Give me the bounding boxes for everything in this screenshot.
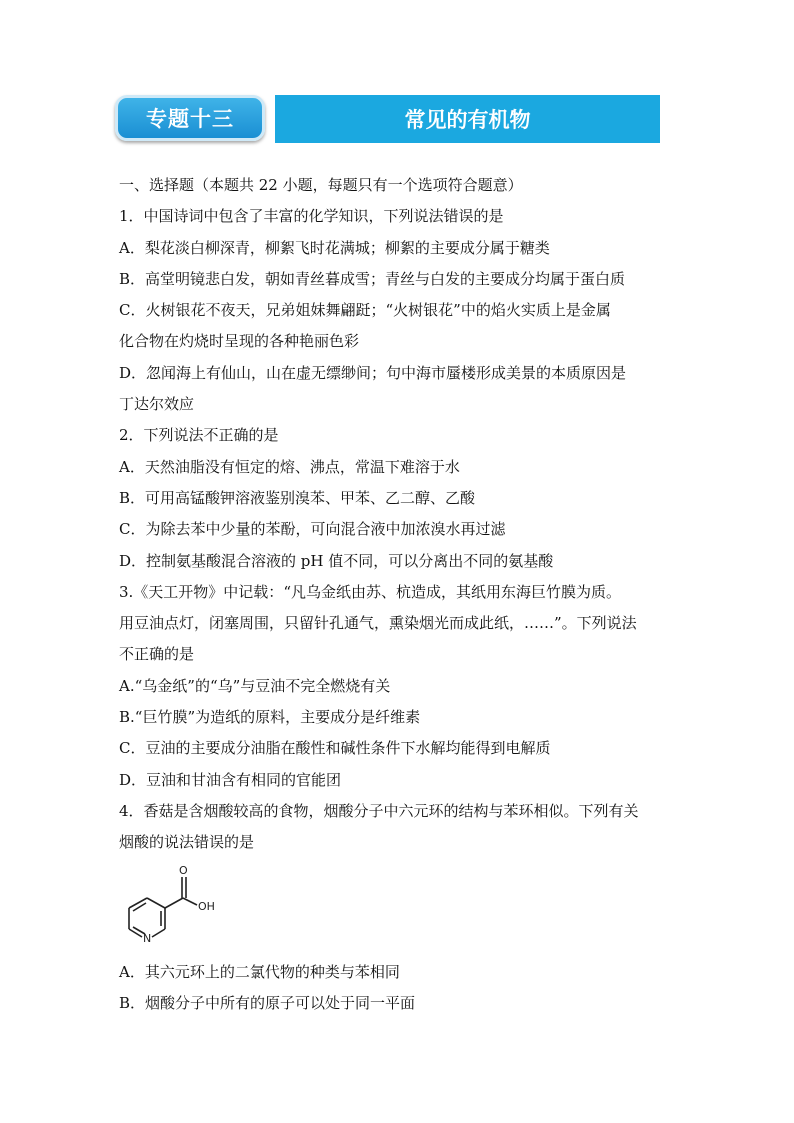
question-4-option-b: B．烟酸分子中所有的原子可以处于同一平面 <box>119 994 416 1013</box>
question-3-option-c: C．豆油的主要成分油脂在酸性和碱性条件下水解均能得到电解质 <box>119 739 551 758</box>
section-heading: 一、选择题（本题共 22 小题，每题只有一个选项符合题意） <box>119 176 523 194</box>
question-1-option-c-cont: 化合物在灼烧时呈现的各种艳丽色彩 <box>119 332 360 351</box>
nitrogen-label: N <box>143 932 152 945</box>
section-header <box>115 95 660 143</box>
hydroxyl-label: OH <box>198 900 215 913</box>
question-1-option-c: C．火树银花不夜天，兄弟姐妹舞翩跹；“火树银花”中的焰火实质上是金属 <box>119 301 611 320</box>
question-2-option-c: C．为除去苯中少量的苯酚，可向混合液中加浓溴水再过滤 <box>119 520 506 539</box>
question-1-stem: 1．中国诗词中包含了丰富的化学知识，下列说法错误的是 <box>119 207 504 226</box>
question-2-option-d: D．控制氨基酸混合溶液的 pH 值不同，可以分离出不同的氨基酸 <box>119 551 554 570</box>
carboxyl-group <box>165 877 197 908</box>
question-4-stem: 4．香菇是含烟酸较高的食物，烟酸分子中六元环的结构与苯环相似。下列有关 <box>119 801 639 820</box>
topic-number-badge: 专题十三 <box>115 95 265 141</box>
question-4-options <box>119 957 679 1020</box>
question-1-option-d: D．忽闻海上有仙山，山在虚无缥缈间；句中海市蜃楼形成美景的本质原因是 <box>119 363 627 382</box>
question-1-option-d-cont: 丁达尔效应 <box>119 395 195 414</box>
question-3-option-b: B.“巨竹膜”为造纸的原料，主要成分是纤维素 <box>119 708 421 727</box>
question-text <box>119 170 679 859</box>
question-1-option-b: B．高堂明镜悲白发，朝如青丝暮成雪；青丝与白发的主要成分均属于蛋白质 <box>119 269 626 288</box>
question-4-stem-cont: 烟酸的说法错误的是 <box>119 833 255 852</box>
topic-title: 常见的有机物 <box>275 95 660 143</box>
question-3-stem: 3.《天工开物》中记载：“凡乌金纸由苏、杭造成，其纸用东海巨竹膜为质。 <box>119 582 621 601</box>
question-2-stem: 2．下列说法不正确的是 <box>119 426 279 445</box>
question-3-option-d: D．豆油和甘油含有相同的官能团 <box>119 770 342 789</box>
question-3-option-a: A.“乌金纸”的“乌”与豆油不完全燃烧有关 <box>119 676 391 695</box>
question-3-stem-cont-2: 不正确的是 <box>119 645 195 664</box>
question-2-option-b: B．可用高锰酸钾溶液鉴别溴苯、甲苯、乙二醇、乙酸 <box>119 488 476 507</box>
question-1-option-a: A．梨花淡白柳深青，柳絮飞时花满城；柳絮的主要成分属于糖类 <box>119 238 550 257</box>
question-3-stem-cont: 用豆油点灯，闭塞周围，只留针孔通气，熏染烟光而成此纸，……”。下列说法 <box>119 614 637 633</box>
question-2-option-a: A．天然油脂没有恒定的熔、沸点，常温下难溶于水 <box>119 457 460 476</box>
question-4-option-a: A．其六元环上的二氯代物的种类与苯相同 <box>119 963 400 981</box>
oxygen-label: O <box>179 864 188 877</box>
nicotinic-acid-structure <box>125 860 225 950</box>
